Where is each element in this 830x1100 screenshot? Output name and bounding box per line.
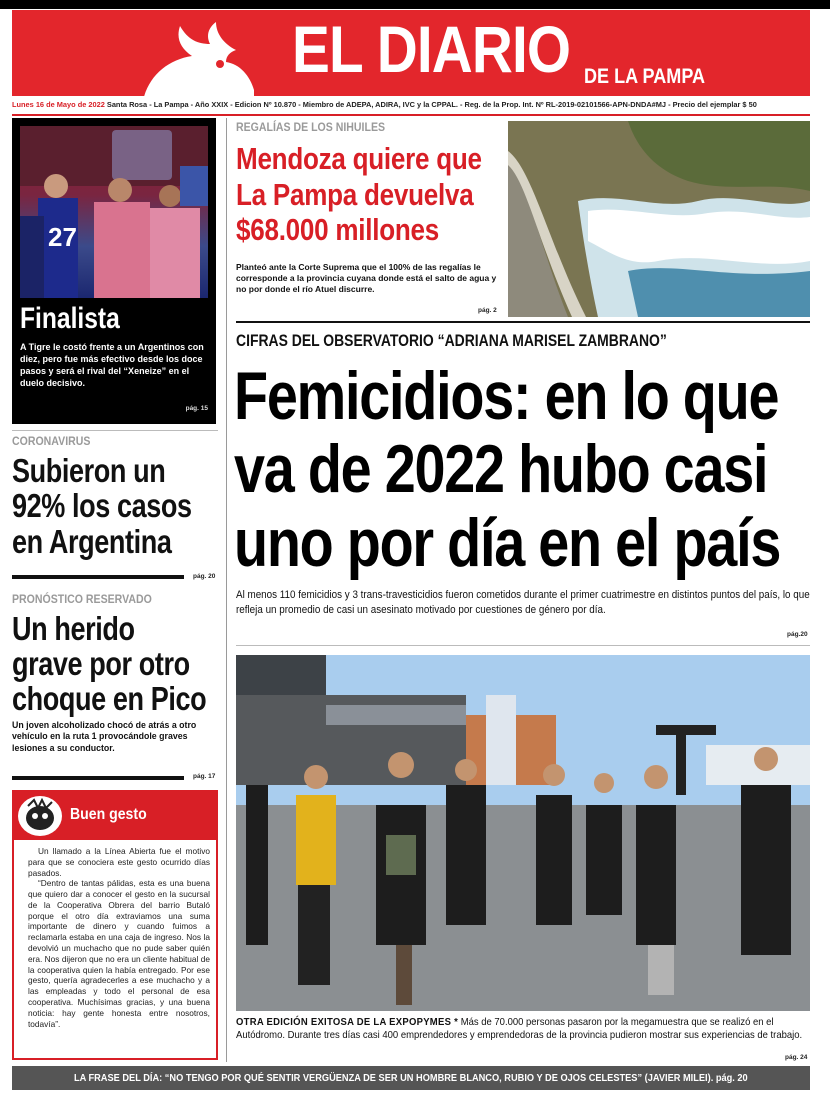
- buen-gesto-paragraph: “Dentro de tantas pálidas, esta es una buena que quiero dar a conocer el gesto en la sucursal de la Cooperativa Obrera del barrio Butaló porque el otro día extraviamos una suma importante de dinero y cuando fuimos a reclamarla estaba en una caja de ingreso. Nos la devolvió un muchacho que no pude saber quién era. Nos dijeron que no era un cliente habitual de la cooperativa quien la había entregado. Por ese gesto, quería agradecerles a ese muchacho y a las empleadas y todo el personal de esa cooperativa. Muchísimas gracias, y una buena noticia: hay gente honesta entre nosotros, todavía”.: [28, 878, 210, 1029]
- section-divider: [236, 321, 810, 323]
- top-border: [0, 0, 830, 9]
- bird-logo-icon: [136, 20, 256, 96]
- expo-page-ref: pág. 24: [785, 1054, 808, 1061]
- regalias-summary: Planteó ante la Corte Suprema que el 100% de las regalías le corresponde a la provincia cuyana donde está el salto de agua y no por donde el río Atuel discurre.: [236, 262, 497, 295]
- edition-info: Santa Rosa - La Pampa - Año XXIX - Edicion Nº 10.870 - Miembro de ADEPA, ADIRA, IVC y la CPPAL. - Reg. de la Prop. Int. Nº RL-2019-02101566-APN-DNDA#MJ - Precio del ejemplar $ 50: [104, 100, 757, 109]
- finalista-story[interactable]: [12, 118, 216, 424]
- buen-gesto-box[interactable]: [12, 790, 218, 1060]
- expo-caption-text: Más de 70.000 personas pasaron por la megamuestra que se realizó en el Autódromo. Durante tres días casi 400 emprendedores y emprendedoras de la provincia pudieron mostrar sus experiencias de trabajo.: [236, 1017, 803, 1041]
- femicidios-headline[interactable]: Femicidios: en lo que va de 2022 hubo casi uno por día en el país: [234, 358, 781, 581]
- pronostico-summary: Un joven alcoholizado chocó de atrás a otro vehículo en la ruta 1 provocándole graves lesiones a su conductor.: [12, 720, 197, 753]
- quote-of-the-day: LA FRASE DEL DÍA: “NO TENGO POR QUÉ SENTIR VERGÜENZA DE SER UN HOMBRE BLANCO, RUBIO Y DE OJOS CELESTES” (JAVIER MILEI). pág. 20: [74, 1072, 748, 1084]
- section-divider: [12, 776, 184, 780]
- dateline: [12, 100, 810, 114]
- regalias-headline[interactable]: Mendoza quiere que La Pampa devuelva $68.000 millones: [236, 141, 482, 248]
- pronostico-headline[interactable]: Un herido grave por otro choque en Pico: [12, 610, 207, 717]
- expo-crowd-photo: [236, 655, 810, 1011]
- coronavirus-page-ref: pág. 20: [193, 573, 216, 580]
- section-divider: [12, 430, 218, 431]
- finalista-headline: Finalista: [20, 302, 120, 335]
- finalista-page-ref: pág. 15: [185, 405, 208, 412]
- femicidios-summary: Al menos 110 femicidios y 3 trans-travesticidios fueron cometidos durante el primer cuatrimestre en distintos puntos del país, lo que refleja un promedio de casi un asesinato motivado por cuestiones de género por día.: [236, 589, 810, 617]
- buen-gesto-header: [14, 792, 216, 840]
- expo-caption: [236, 1017, 810, 1043]
- buen-gesto-body: [28, 846, 210, 1029]
- expo-caption-lead: OTRA EDICIÓN EXITOSA DE LA EXPOPYMES *: [236, 1017, 459, 1028]
- players-illustration: [20, 126, 208, 298]
- femicidios-kicker: CIFRAS DEL OBSERVATORIO “ADRIANA MARISEL ZAMBRANO”: [236, 331, 667, 350]
- coronavirus-headline[interactable]: Subieron un 92% los casos en Argentina: [12, 452, 192, 560]
- newspaper-title: EL DIARIO: [292, 12, 571, 86]
- reader-mascot-icon: [18, 796, 62, 836]
- newspaper-subtitle: DE LA PAMPA: [584, 65, 706, 88]
- regalias-page-ref: pág. 2: [478, 307, 497, 314]
- buen-gesto-title: Buen gesto: [70, 806, 147, 823]
- svg-text:27: 27: [48, 222, 77, 252]
- buen-gesto-paragraph: Un llamado a la Línea Abierta fue el motivo para que se conociera este gesto ocurrido días pasados.: [28, 846, 210, 878]
- edition-date: Lunes 16 de Mayo de 2022: [12, 100, 105, 109]
- masthead[interactable]: [12, 10, 810, 96]
- finalista-summary: A Tigre le costó frente a un Argentinos con diez, pero fue más efectivo desde los doce pasos y será el rival del “Xeneize” en el duelo decisivo.: [20, 342, 204, 388]
- pronostico-page-ref: pág. 17: [193, 773, 216, 780]
- coronavirus-kicker: CORONAVIRUS: [12, 434, 91, 448]
- dateline-divider: [12, 114, 810, 116]
- dam-spillway-photo: [508, 121, 810, 317]
- pronostico-kicker: PRONÓSTICO RESERVADO: [12, 592, 152, 606]
- quote-of-the-day-bar[interactable]: [12, 1066, 810, 1090]
- section-divider: [236, 645, 810, 646]
- soccer-team-celebration-photo: [20, 126, 208, 298]
- section-divider: [12, 575, 184, 579]
- femicidios-page-ref: pág.20: [787, 631, 808, 638]
- column-divider: [226, 118, 227, 1062]
- regalias-kicker: REGALÍAS DE LOS NIHUILES: [236, 120, 386, 134]
